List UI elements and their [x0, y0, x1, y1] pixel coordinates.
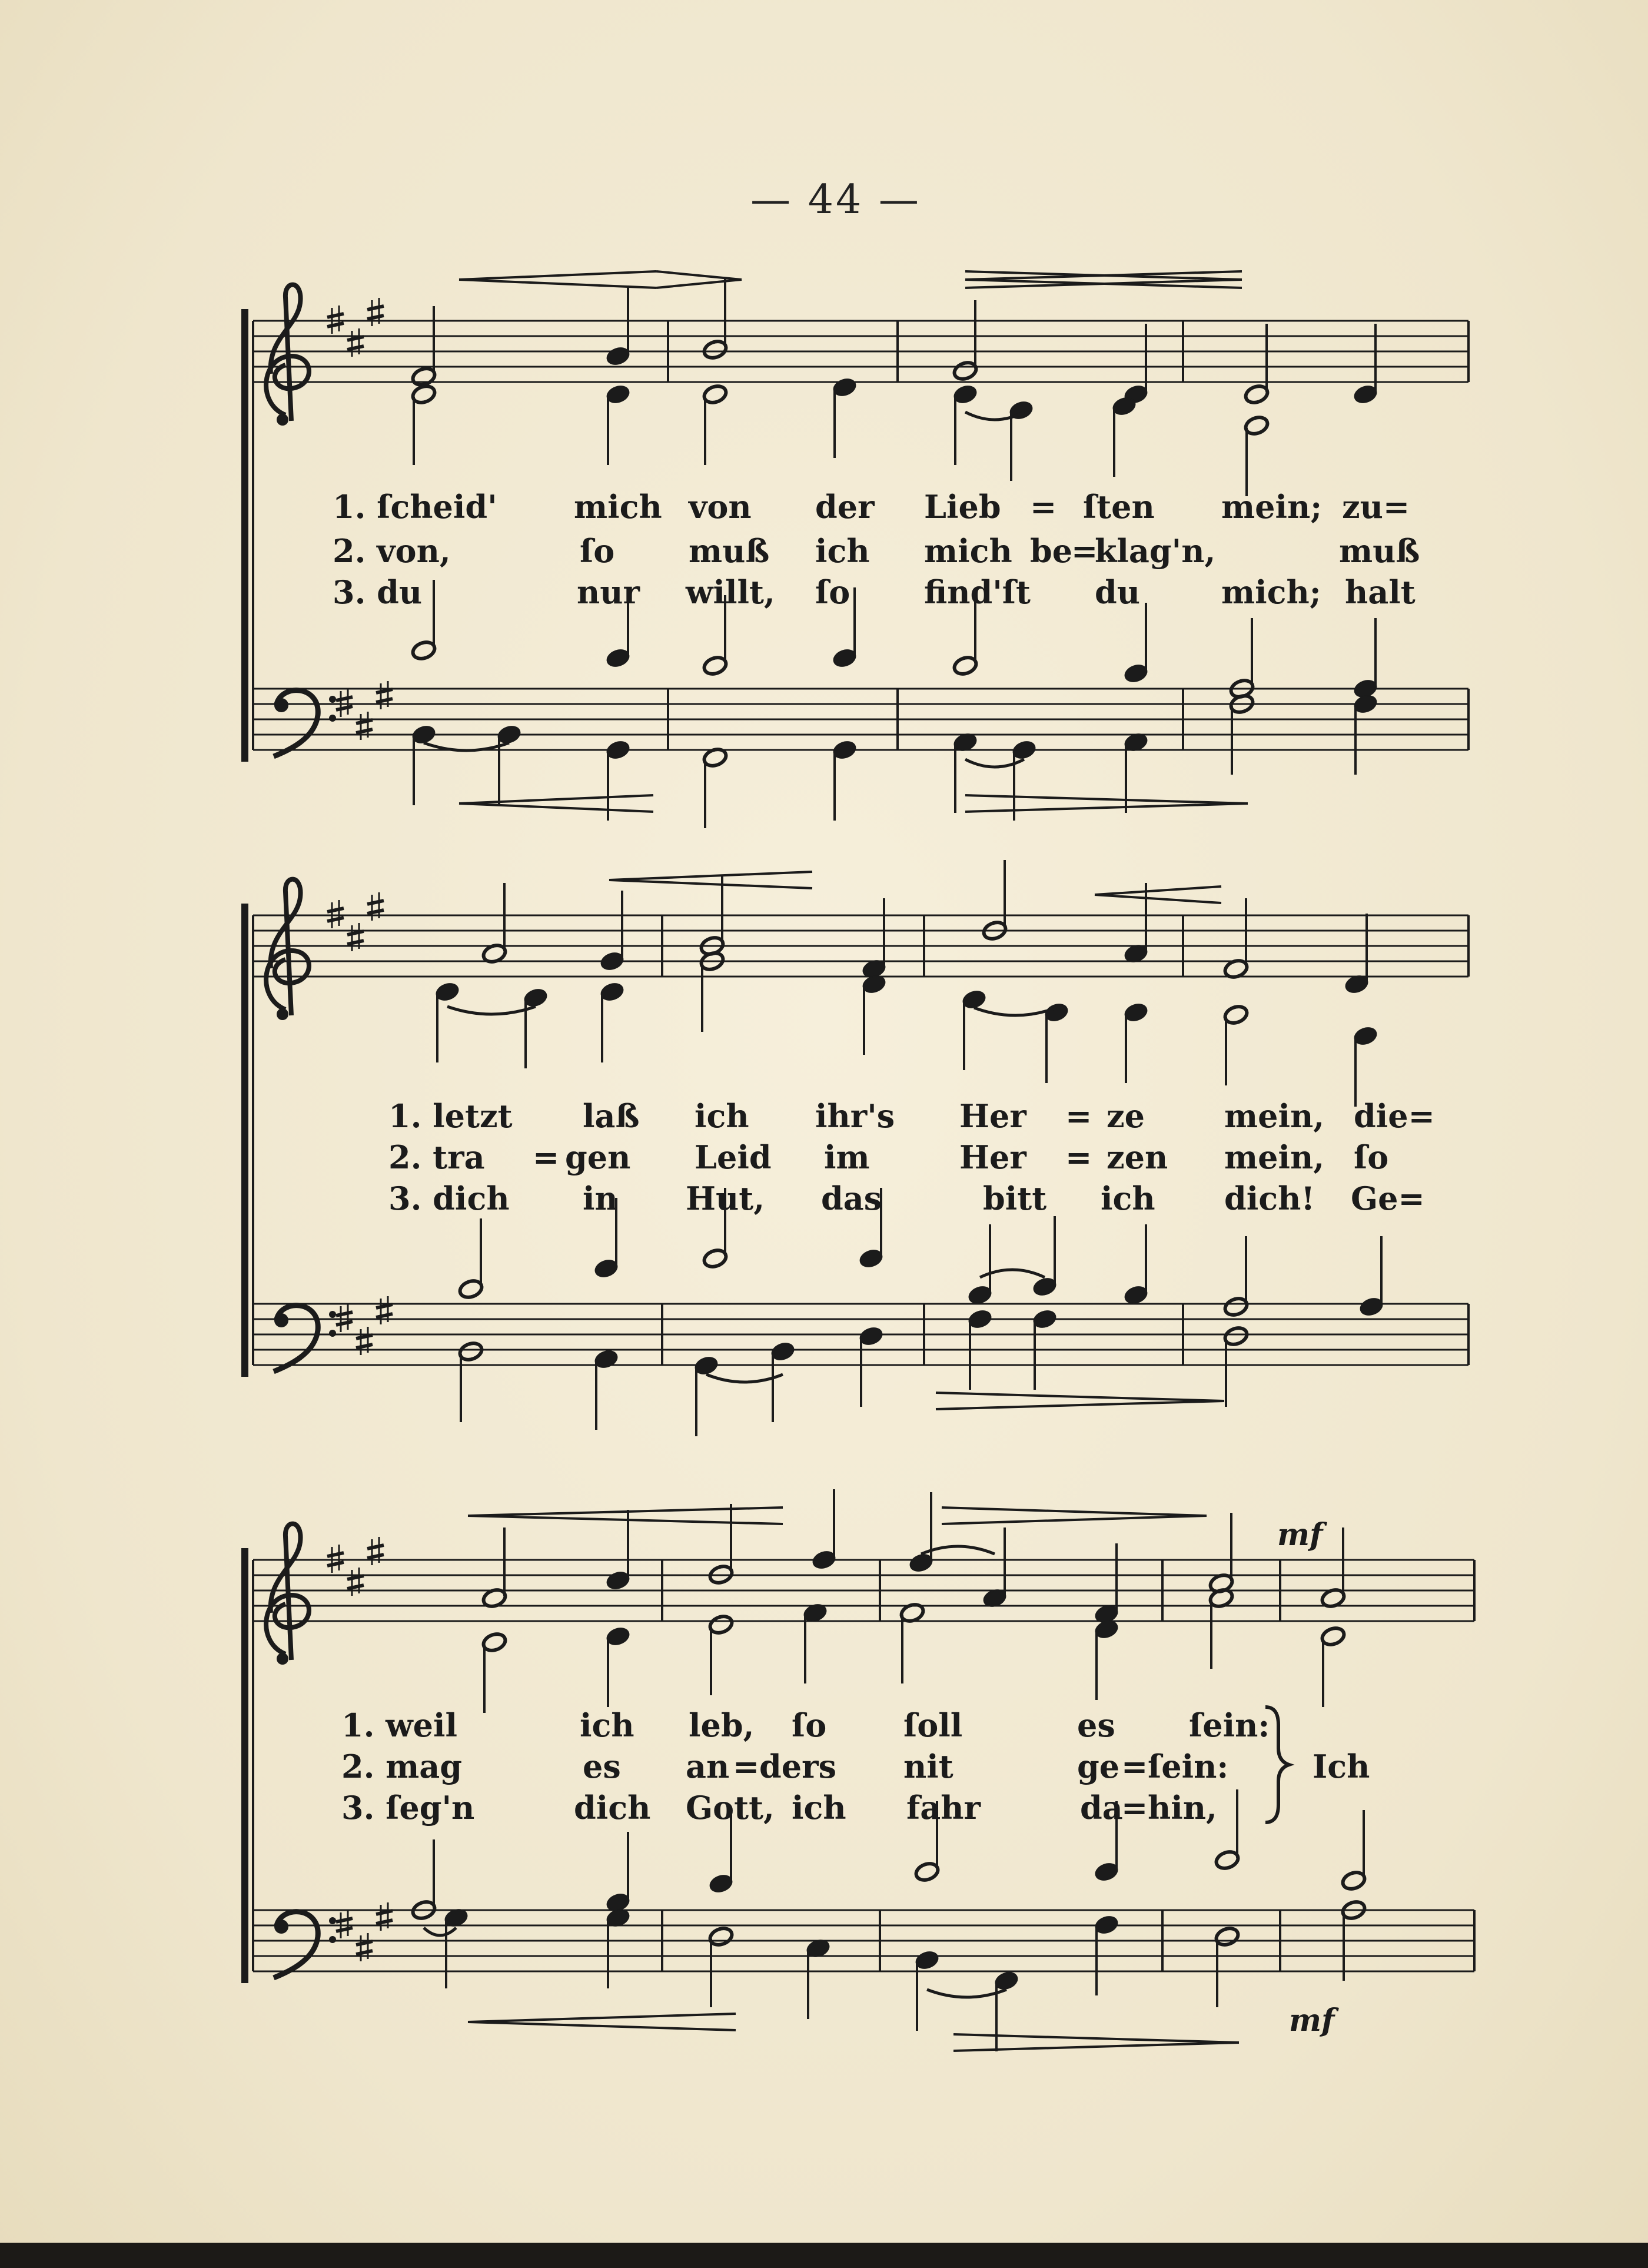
bass-clef — [274, 1313, 288, 1327]
system-bracket — [241, 904, 248, 1377]
verse-2-line — [333, 532, 1420, 570]
crescendo-line — [459, 803, 653, 812]
bass-clef — [329, 1917, 336, 1924]
lyric-syllable: = — [1065, 1138, 1092, 1176]
lyric-syllable: der — [815, 488, 875, 526]
lyric-syllable: 3. dich — [388, 1180, 510, 1217]
crescendo-line — [609, 872, 812, 880]
sharp-bar — [347, 346, 364, 350]
refrain-word: Ich — [1313, 1748, 1370, 1785]
crescendo-line — [1095, 886, 1221, 895]
lyric-syllable: = — [733, 1748, 760, 1785]
lyric-syllable: willt, — [686, 573, 775, 611]
crescendo-line — [468, 1516, 783, 1524]
crescendo-line — [1095, 895, 1221, 903]
sharp-bar — [327, 918, 344, 921]
lyric-syllable: 1. weil — [341, 1706, 458, 1744]
lyric-syllable: ſein: — [1148, 1748, 1229, 1785]
lyric-syllable: Lieb — [924, 488, 1001, 526]
decrescendo-line — [656, 280, 742, 288]
lyric-syllable: es — [583, 1748, 621, 1785]
lyric-syllable: Leid — [695, 1138, 772, 1176]
decrescendo-line — [936, 1401, 1224, 1409]
lyric-syllable: muß — [689, 532, 770, 570]
bass-clef — [329, 1330, 336, 1337]
lyric-syllable: = — [1071, 532, 1098, 570]
lyric-syllable: mein, — [1224, 1097, 1325, 1135]
lyric-syllable: hin, — [1148, 1789, 1217, 1827]
slur — [424, 1928, 456, 1935]
bass-clef — [329, 715, 336, 722]
lyric-syllable: = — [1121, 1748, 1148, 1785]
decrescendo-line — [965, 795, 1248, 803]
sharp-bar — [367, 910, 384, 914]
lyric-syllable: ders — [759, 1748, 836, 1785]
sharp-bar — [347, 337, 364, 340]
lyric-syllable: muß — [1339, 532, 1420, 570]
verse-1-line — [388, 1097, 1435, 1135]
lyric-syllable: nit — [903, 1748, 953, 1785]
lyric-syllable: mein, — [1224, 1138, 1325, 1176]
lyric-syllable: 3. du — [333, 573, 423, 611]
lyric-syllable: von — [689, 488, 752, 526]
sharp-bar — [336, 697, 353, 700]
sharp-bar — [327, 323, 344, 327]
lyric-syllable: ich — [792, 1789, 846, 1827]
sharp-bar — [356, 1941, 373, 1945]
verse-3-line — [341, 1789, 1217, 1827]
sharp-bar — [336, 1321, 353, 1325]
lyric-syllable: 2. tra — [388, 1138, 485, 1176]
crescendo-line — [468, 1507, 783, 1516]
slur — [447, 1007, 536, 1014]
lyric-syllable: find'ſt — [924, 573, 1031, 611]
dynamic-marking: mf — [1277, 1517, 1323, 1553]
crescendo-line — [468, 2014, 736, 2022]
lyric-syllable: du — [1095, 573, 1141, 611]
lyric-syllable: ihr's — [815, 1097, 895, 1135]
crescendo-line — [459, 271, 656, 280]
lyrics-system-3 — [341, 1517, 1370, 2038]
sharp-bar — [376, 689, 393, 693]
dynamic-marking: mf — [1289, 2003, 1335, 2038]
sharp-bar — [356, 729, 373, 733]
lyric-syllable: ſten — [1083, 488, 1155, 526]
lyric-syllable: ich — [1101, 1180, 1155, 1217]
sharp-bar — [336, 1928, 353, 1931]
lyric-syllable: klag'n, — [1095, 532, 1216, 570]
sharp-bar — [367, 306, 384, 310]
lyric-syllable: Her — [959, 1097, 1026, 1135]
treble-clef — [266, 1524, 309, 1660]
lyric-syllable: 2. von, — [333, 532, 451, 570]
lyric-syllable: die= — [1354, 1097, 1435, 1135]
decrescendo-line — [942, 1507, 1207, 1516]
lyric-syllable: ſo — [580, 532, 615, 570]
system-bracket — [241, 1548, 248, 1983]
lyric-syllable: ſoll — [903, 1706, 963, 1744]
decrescendo-line — [656, 271, 742, 280]
lyric-syllable: gen — [565, 1138, 631, 1176]
sharp-bar — [347, 941, 364, 944]
lyric-syllable: im — [824, 1138, 870, 1176]
lyric-syllable: mein; — [1221, 488, 1323, 526]
sharp-bar — [367, 316, 384, 319]
treble-clef — [277, 1008, 288, 1020]
lyric-syllable: = — [533, 1138, 560, 1176]
lyric-syllable: halt — [1345, 573, 1416, 611]
sharp-bar — [376, 1314, 393, 1317]
sharp-bar — [327, 1562, 344, 1566]
treble-clef — [266, 879, 309, 1015]
sharp-bar — [367, 1555, 384, 1558]
sharp-bar — [336, 1918, 353, 1922]
verse-1-line — [341, 1706, 1270, 1744]
lyric-syllable: da — [1080, 1789, 1123, 1827]
lyric-syllable: nur — [577, 573, 640, 611]
lyric-syllable: ge — [1077, 1748, 1120, 1785]
sharp-bar — [327, 1553, 344, 1556]
crescendo-line — [468, 2022, 736, 2030]
lyric-syllable: Ge= — [1351, 1180, 1425, 1217]
lyric-syllable: ſo — [815, 573, 850, 611]
verse-3-line — [333, 573, 1416, 611]
treble-clef — [266, 285, 309, 421]
crescendo-line — [609, 880, 812, 888]
lyric-syllable: 1. letzt — [388, 1097, 513, 1135]
sharp-bar — [376, 699, 393, 702]
sharp-bar — [347, 1576, 364, 1579]
lyric-syllable: be — [1030, 532, 1073, 570]
decrescendo-line — [936, 1393, 1224, 1401]
lyric-syllable: Her — [959, 1138, 1026, 1176]
sharp-bar — [336, 706, 353, 710]
lyric-syllable: 2. mag — [341, 1748, 463, 1785]
lyric-syllable: es — [1077, 1706, 1115, 1744]
lyric-syllable: zen — [1107, 1138, 1168, 1176]
lyric-syllable: 1. ſcheid' — [333, 488, 497, 526]
lyric-syllable: ze — [1107, 1097, 1145, 1135]
bass-clef — [274, 698, 288, 712]
lyrics-system-2 — [388, 1097, 1435, 1217]
sharp-bar — [336, 1312, 353, 1316]
sharp-bar — [356, 1344, 373, 1348]
lyric-syllable: in — [583, 1180, 618, 1217]
lyric-syllable: mich — [924, 532, 1012, 570]
lyric-syllable: ſo — [1354, 1138, 1389, 1176]
page-number: — 44 — — [750, 177, 921, 223]
sharp-bar — [376, 1911, 393, 1914]
sharp-bar — [327, 314, 344, 317]
lyric-syllable: Gott, — [686, 1789, 775, 1827]
bass-clef — [329, 1311, 336, 1318]
sharp-bar — [356, 1951, 373, 1954]
lyric-syllable: ſein: — [1189, 1706, 1270, 1744]
sharp-bar — [356, 720, 373, 723]
lyric-syllable: = — [1030, 488, 1057, 526]
slur — [974, 1008, 1056, 1015]
bass-clef — [329, 696, 336, 703]
lyric-syllable: ich — [580, 1706, 634, 1744]
lyric-syllable: laß — [583, 1097, 640, 1135]
bass-clef — [329, 1936, 336, 1943]
lyric-syllable: 3. ſeg'n — [341, 1789, 475, 1827]
system-bracket — [241, 309, 248, 762]
treble-clef — [277, 414, 288, 426]
sharp-bar — [347, 931, 364, 935]
lyric-syllable: leb, — [689, 1706, 755, 1744]
lyric-syllable: mich — [574, 488, 662, 526]
verse-3-line — [388, 1180, 1425, 1217]
treble-clef — [277, 1653, 288, 1665]
lyric-syllable: = — [1121, 1789, 1148, 1827]
slur — [927, 1990, 1006, 1997]
crescendo-line — [459, 795, 653, 803]
lyric-syllable: das — [821, 1180, 882, 1217]
lyric-syllable: dich! — [1224, 1180, 1315, 1217]
lyric-syllable: ſo — [792, 1706, 827, 1744]
sharp-bar — [356, 1335, 373, 1339]
lyric-syllable: mich; — [1221, 573, 1321, 611]
lyric-syllable: zu= — [1342, 488, 1410, 526]
bass-clef — [274, 1920, 288, 1934]
sharp-bar — [376, 1920, 393, 1924]
slur — [706, 1374, 783, 1382]
sharp-bar — [327, 908, 344, 912]
lyric-syllable: dich — [574, 1789, 651, 1827]
decrescendo-line — [965, 803, 1248, 812]
lyric-syllable: bitt — [983, 1180, 1047, 1217]
sharp-bar — [376, 1304, 393, 1308]
lyrics-system-1 — [333, 488, 1420, 611]
lyric-syllable: ich — [695, 1097, 749, 1135]
verse-2-line — [341, 1748, 1228, 1785]
lyric-syllable: Hut, — [686, 1180, 765, 1217]
sharp-bar — [367, 1545, 384, 1549]
lyric-syllable: = — [1065, 1097, 1092, 1135]
lyric-syllable: an — [686, 1748, 730, 1785]
decrescendo-line — [942, 1516, 1207, 1524]
crescendo-line — [459, 280, 656, 288]
verse-1-line — [333, 488, 1410, 526]
lyric-syllable: ich — [815, 532, 870, 570]
sharp-bar — [367, 901, 384, 904]
lyric-syllable: fahr — [906, 1789, 981, 1827]
verse-2-line — [388, 1138, 1388, 1176]
sharp-bar — [347, 1585, 364, 1589]
